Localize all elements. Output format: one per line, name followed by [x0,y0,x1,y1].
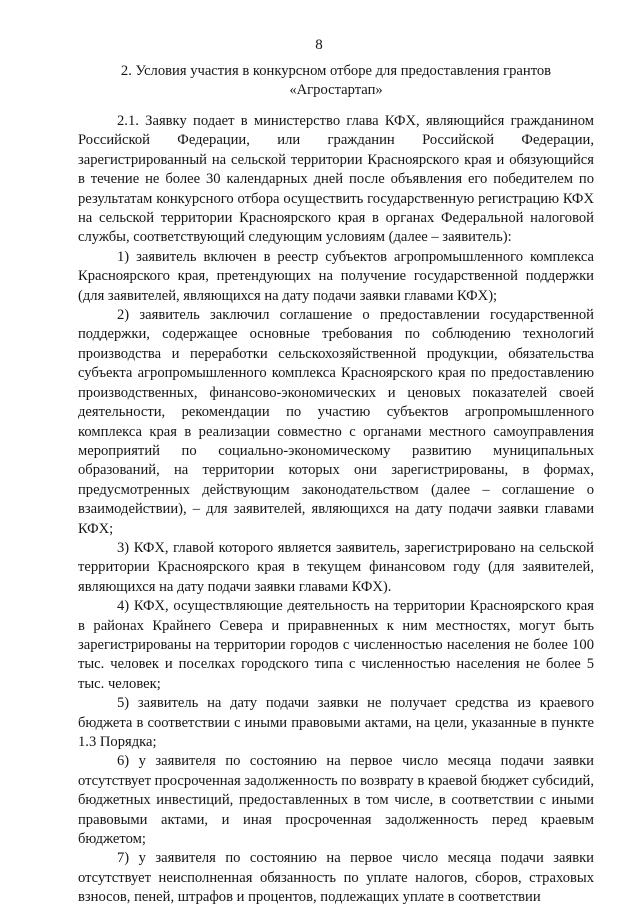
paragraph-condition-6: 6) у заявителя по состоянию на первое число месяца подачи заявки отсутствует просроченная задолженность по возврату в краевой бюджет субсидий, бюджетных инвестиций, предоставленных в том числе, в соответствии с иными правовыми актами, и иная просроченная задолженность перед краевым бюджетом; [78,753,594,848]
paragraph-condition-7: 7) у заявителя по состоянию на первое число месяца подачи заявки отсутствует неисполненная обязанность по уплате налогов, сборов, страховых взносов, пеней, штрафов и процентов, подлежащих уплате в соответствии [78,850,594,906]
paragraph-2-1: 2.1. Заявку подает в министерство глава КФХ, являющийся гражданином Российской Федерации, или гражданин Российской Федерации, зарегистрированный на сельской территории Красноярского края и обязующийся в течение не более 30 календарных дней после объявления его победителем по результатам конкурсного отбора осуществить государственную регистрацию КФХ на сельской территории Красноярского края в органах Федеральной налоговой службы, соответствующий следующим условиям (далее – заявитель): [78,113,594,246]
section-title: 2. Условия участия в конкурсном отборе для предоставления грантов «Агростартап» [120,63,552,98]
paragraph-condition-5: 5) заявитель на дату подачи заявки не получает средства из краевого бюджета в соответствии с иными правовыми актами, на цели, указанные в пункте 1.3 Порядка; [78,695,594,750]
paragraph-condition-2: 2) заявитель заключил соглашение о предоставлении государственной поддержки, содержащее основные требования по соблюдению технологий производства и переработки сельскохозяйственной продукции, обязательства субъекта агропромышленного комплекса Красноярского края по предоставлению производственных, финансово-экономических и ценовых показателей своей деятельности, рекомендации по участию субъектов агропромышленного комплекса края в реализации совместно с органами местного самоуправления мероприятий по социально-экономическому развитию муниципальных образований, на территории которых они зарегистрированы, в формах, предусмотренных действующим законодательством (далее – соглашение о взаимодействии), – для заявителей, являющихся на дату подачи заявки главами КФХ; [78,307,594,537]
page-number: 8 [315,37,323,53]
paragraph-condition-4: 4) КФХ, осуществляющие деятельность на территории Красноярского края в районах Крайнего Севера и приравненных к ним местностях, могут быть зарегистрированы на территории городов с численностью населения не более 100 тыс. человек и поселках городского типа с численностью населения не более 5 тыс. человек; [78,598,594,692]
document-body [78,112,594,908]
paragraph-condition-3: 3) КФХ, главой которого является заявитель, зарегистрировано на сельской территории Красноярского края в текущем финансовом году (для заявителей, являющихся на дату подачи заявки главами КФХ). [78,539,594,595]
paragraph-condition-1: 1) заявитель включен в реестр субъектов агропромышленного комплекса Красноярского края, претендующих на получение государственной поддержки (для заявителей, являющихся на дату подачи заявки главами КФХ); [78,248,594,304]
